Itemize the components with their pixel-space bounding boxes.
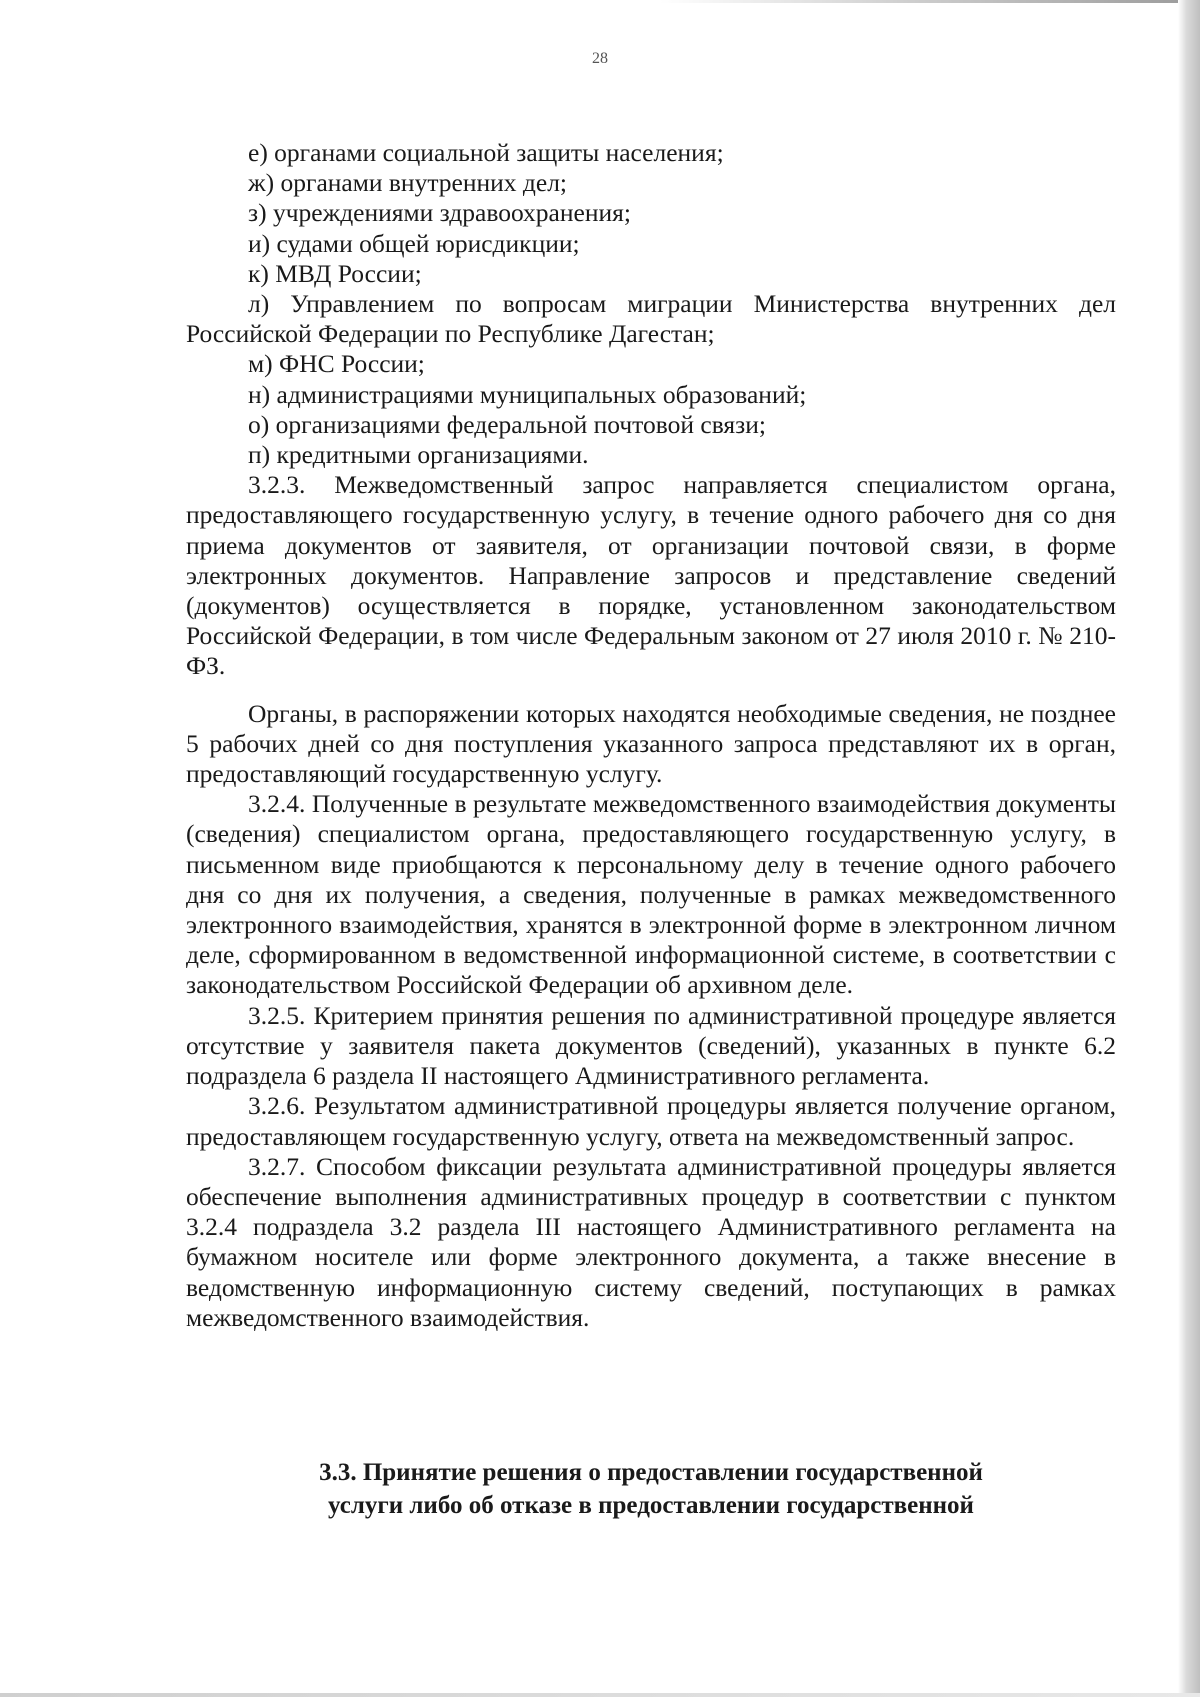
section-heading	[186, 1456, 1116, 1522]
paragraph-3-2-4: 3.2.4. Полученные в результате межведомственного взаимодействия документы (сведения) специалистом органа, предоставляющего государственную услугу, в письменном виде приобщаются к персональному делу в течение одного рабочего дня со дня их получения, а сведения, полученные в рамках межведомственного электронного взаимодействия, хранятся в электронной форме в электронном личном деле, сформированном в ведомственной информационной системе, в соответствии с законодательством Российской Федерации об архивном деле.	[186, 789, 1116, 1000]
list-item: з) учреждениями здравоохранения;	[248, 198, 631, 228]
list-item: н) администрациями муниципальных образований;	[248, 379, 807, 409]
paragraph-organy: Органы, в распоряжении которых находятся необходимые сведения, не позднее 5 рабочих дней со дня поступления указанного запроса представляют их в орган, предоставляющий государственную услугу.	[186, 698, 1116, 789]
list-item-l: л) Управлением по вопросам миграции Министерства внутренних дел Российской Федерации по Республике Дагестан;	[186, 289, 1116, 349]
page-number: 28	[592, 50, 608, 67]
paragraph-3-2-3: 3.2.3. Межведомственный запрос направляется специалистом органа, предоставляющего государственную услугу, в течение одного рабочего дня со дня приема документов от заявителя, от организации почтовой связи, в форме электронных документов. Направление запросов и представление сведений (документов) осуществляется в порядке, установленном законодательством Российской Федерации, в том числе Федеральным законом от 27 июля 2010 г. № 210-ФЗ.	[186, 470, 1116, 681]
section-heading-line-2: услуги либо об отказе в предоставлении государственной	[328, 1492, 974, 1519]
list-item: ж) органами внутренних дел;	[248, 168, 568, 198]
paragraph-3-2-7: 3.2.7. Способом фиксации результата административной процедуры является обеспечение выполнения административных процедур в соответствии с пунктом 3.2.4 подраздела 3.2 раздела III настоящего Административного регламента на бумажном носителе или форме электронного документа, а также внесение в ведомственную информационную систему сведений, поступающих в рамках межведомственного взаимодействия.	[186, 1151, 1116, 1332]
scan-edge-right	[1178, 0, 1200, 1697]
document-body	[186, 138, 1116, 1333]
paragraph-3-2-6: 3.2.6. Результатом административной процедуры является получение органом, предоставляющем государственную услугу, ответа на межведомственный запрос.	[186, 1091, 1116, 1151]
list-item: е) органами социальной защиты населения;	[248, 138, 724, 167]
list-item: к) МВД России;	[248, 258, 422, 288]
list-item: м) ФНС России;	[248, 349, 425, 379]
scan-edge-bottom	[0, 1693, 1200, 1697]
paragraph-3-2-5: 3.2.5. Критерием принятия решения по административной процедуре является отсутствие у заявителя пакета документов (сведений), указанных в пункте 6.2 подраздела 6 раздела II настоящего Административного регламента.	[186, 1000, 1116, 1091]
scan-edge-top	[0, 0, 1200, 3]
list-item: п) кредитными организациями.	[248, 440, 589, 470]
list-item: и) судами общей юрисдикции;	[248, 228, 580, 258]
list-item: о) организациями федеральной почтовой связи;	[248, 409, 766, 439]
section-heading-line-1: 3.3. Принятие решения о предоставлении государственной	[319, 1459, 983, 1486]
